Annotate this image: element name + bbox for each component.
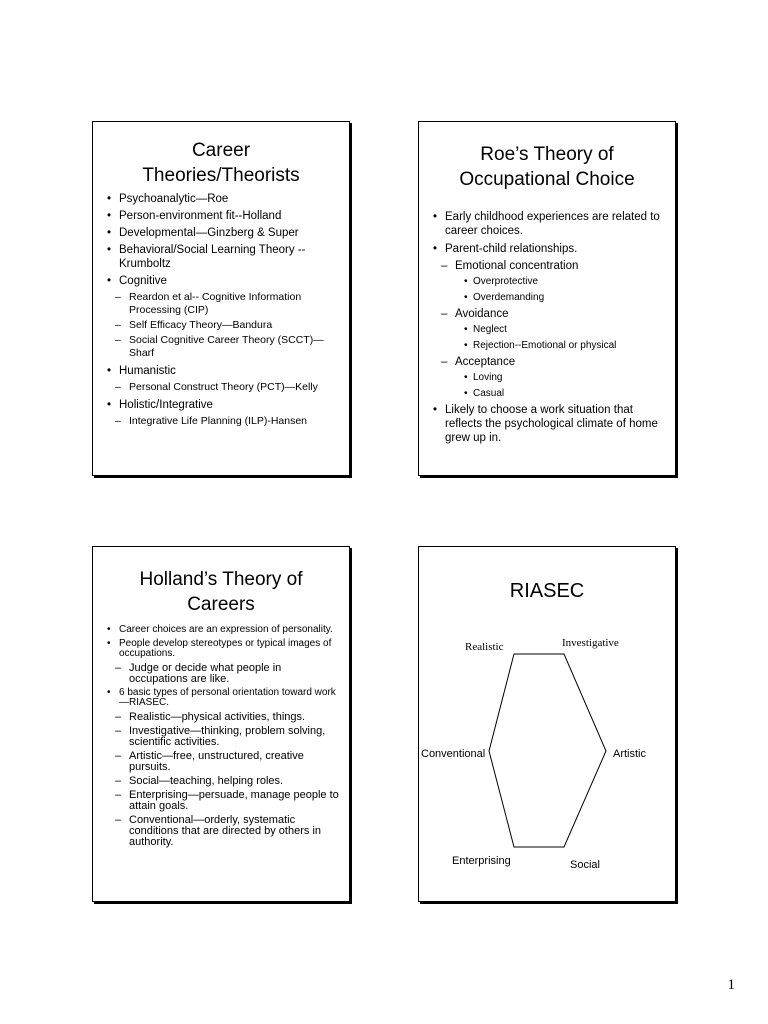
list-item: – Artistic—free, unstructured, creative pursuits. bbox=[105, 751, 341, 773]
list-item: • Overprotective bbox=[431, 275, 667, 288]
label-realistic: Realistic bbox=[465, 641, 504, 653]
slide-roes-theory bbox=[418, 121, 676, 476]
bullet-list bbox=[105, 625, 341, 848]
list-item: – Enterprising—persuade, manage people to attain goals. bbox=[105, 790, 341, 812]
list-item: • Likely to choose a work situation that reflects the psychological climate of home grew up in. bbox=[431, 403, 667, 445]
bullet-list bbox=[431, 210, 667, 445]
label-investigative: Investigative bbox=[562, 637, 619, 649]
list-item: – Avoidance bbox=[431, 307, 667, 321]
label-social: Social bbox=[570, 859, 600, 871]
list-item: • Neglect bbox=[431, 323, 667, 336]
list-item: • Holistic/Integrative bbox=[105, 398, 341, 412]
slide-title: Roe’s Theory of Occupational Choice bbox=[459, 144, 635, 190]
list-item: – Personal Construct Theory (PCT)—Kelly bbox=[105, 381, 341, 394]
label-conventional: Conventional bbox=[421, 748, 486, 760]
list-item: – Social—teaching, helping roles. bbox=[105, 776, 341, 787]
list-item: • Humanistic bbox=[105, 364, 341, 378]
label-enterprising: Enterprising bbox=[452, 855, 511, 867]
list-item: • Parent-child relationships. bbox=[431, 242, 667, 256]
bullet-list bbox=[105, 192, 341, 428]
list-item: • Person-environment fit--Holland bbox=[105, 209, 341, 223]
list-item: • Behavioral/Social Learning Theory --Krumboltz bbox=[105, 243, 341, 271]
list-item: • Loving bbox=[431, 371, 667, 384]
list-item: – Judge or decide what people in occupations are like. bbox=[105, 663, 341, 685]
list-item: • Developmental—Ginzberg & Super bbox=[105, 226, 341, 240]
list-item: • Career choices are an expression of personality. bbox=[105, 625, 341, 636]
list-item: – Reardon et al-- Cognitive Information Processing (CIP) bbox=[105, 291, 341, 317]
list-item: – Realistic—physical activities, things. bbox=[105, 712, 341, 723]
slide-title: Career Theories/Theorists bbox=[142, 140, 300, 186]
list-item: • Overdemanding bbox=[431, 291, 667, 304]
list-item: • Early childhood experiences are related to career choices. bbox=[431, 210, 667, 238]
slide-title: Holland’s Theory of Careers bbox=[139, 569, 303, 615]
list-item: • 6 basic types of personal orientation toward work—RIASEC. bbox=[105, 688, 341, 709]
list-item: – Conventional—orderly, systematic conditions that are directed by others in authority. bbox=[105, 815, 341, 848]
list-item: – Emotional concentration bbox=[431, 259, 667, 273]
slide-title: RIASEC bbox=[509, 580, 585, 602]
slide-hollands-theory bbox=[92, 546, 350, 902]
list-item: • Casual bbox=[431, 387, 667, 400]
list-item: – Investigative—thinking, problem solving, scientific activities. bbox=[105, 726, 341, 748]
list-item: • Rejection--Emotional or physical bbox=[431, 339, 667, 352]
list-item: – Social Cognitive Career Theory (SCCT)—Sharf bbox=[105, 334, 341, 360]
hexagon bbox=[489, 654, 606, 847]
page-number: 1 bbox=[727, 977, 735, 993]
slide-career-theories bbox=[92, 121, 350, 476]
list-item: – Acceptance bbox=[431, 355, 667, 369]
list-item: • People develop stereotypes or typical images of occupations. bbox=[105, 639, 341, 660]
list-item: • Cognitive bbox=[105, 274, 341, 288]
riasec-hexagon-diagram bbox=[419, 547, 676, 902]
list-item: • Psychoanalytic—Roe bbox=[105, 192, 341, 206]
label-artistic: Artistic bbox=[613, 748, 646, 760]
list-item: – Integrative Life Planning (ILP)-Hansen bbox=[105, 415, 341, 428]
slide-riasec bbox=[418, 546, 676, 902]
list-item: – Self Efficacy Theory—Bandura bbox=[105, 319, 341, 332]
